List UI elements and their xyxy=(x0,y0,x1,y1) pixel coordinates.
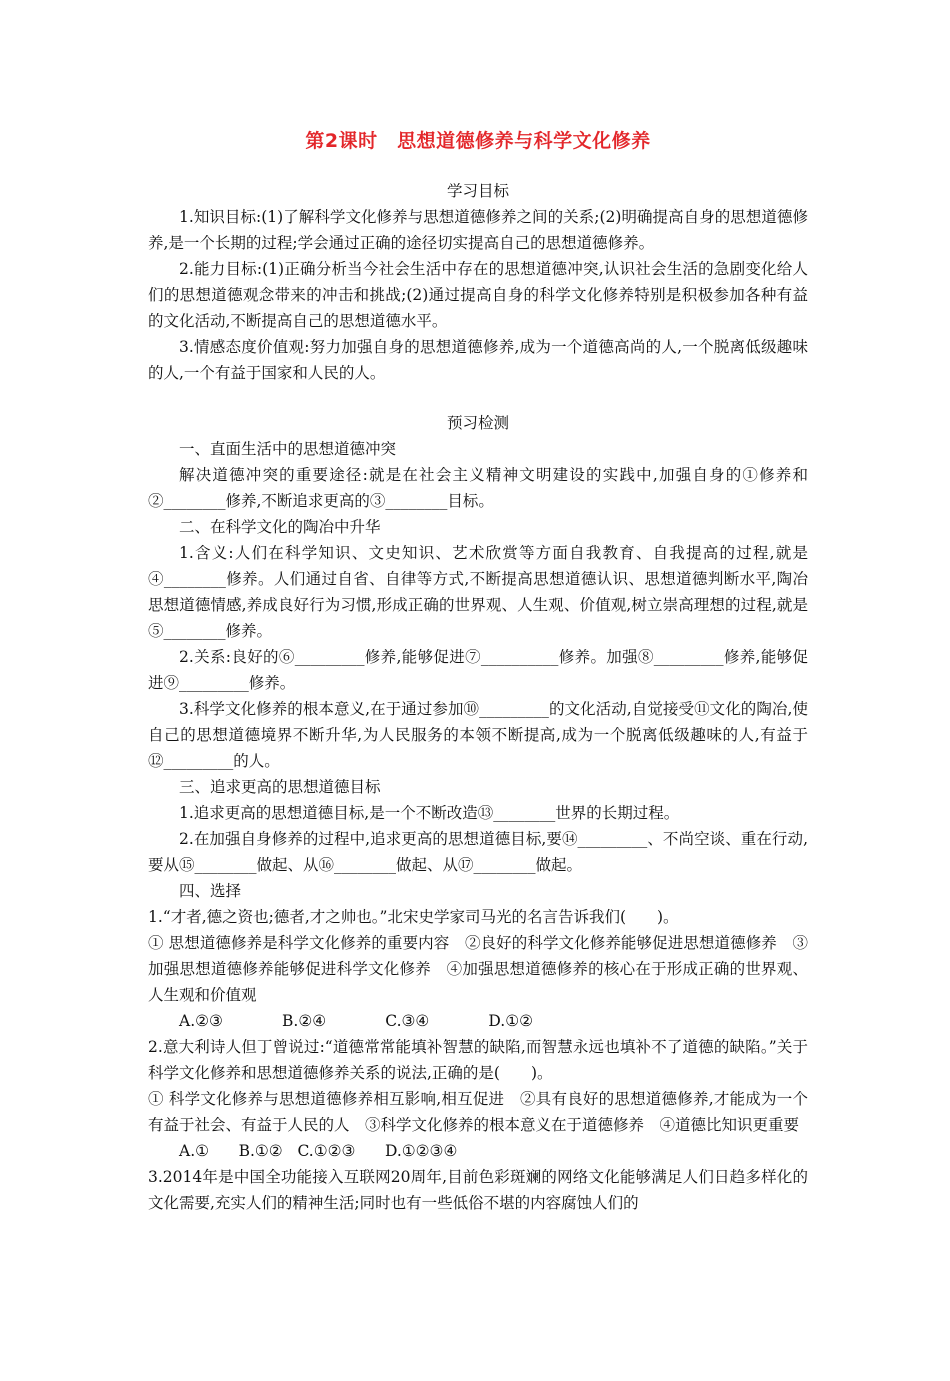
fill-blank-paragraph: 3.科学文化修养的根本意义,在于通过参加⑩_________的文化活动,自觉接受⑪文化的陶冶,使自己的思想道德境界不断升华,为人民服务的本领不断提高,成为一个脱离低级趣味的人,有益于⑫_________的人。 xyxy=(148,700,808,770)
fill-blank-paragraph: 2.在加强自身修养的过程中,追求更高的思想道德目标,要⑭_________、不尚空谈、重在行动,要从⑮________做起、从⑯________做起、从⑰________做起。 xyxy=(148,830,808,874)
question-statements: ① 思想道德修养是科学文化修养的重要内容 ②良好的科学文化修养能够促进思想道德修养 ③加强思想道德修养能够促进科学文化修养 ④加强思想道德修养的核心在于形成正确的世界观、人生观和价值观 xyxy=(148,934,808,1004)
preview-heading: 预习检测 xyxy=(446,414,509,432)
section-title: 三、追求更高的思想道德目标 xyxy=(179,778,381,796)
page-title: 第2课时 思想道德修养与科学文化修养 xyxy=(305,130,651,152)
goal-item: 2.能力目标:(1)正确分析当今社会生活中存在的思想道德冲突,认识社会生活的急剧变化给人们的思想道德观念带来的冲击和挑战;(2)通过提高自身的科学文化修养特别是积极参加各种有益的文化活动,不断提高自己的思想道德水平。 xyxy=(148,260,808,330)
question-statements: ① 科学文化修养与思想道德修养相互影响,相互促进 ②具有良好的思想道德修养,才能成为一个有益于社会、有益于人民的人 ③科学文化修养的根本意义在于道德修养 ④道德比知识更重要 xyxy=(148,1090,808,1134)
goals-heading: 学习目标 xyxy=(446,182,509,200)
section-title: 二、在科学文化的陶冶中升华 xyxy=(179,518,381,536)
fill-blank-paragraph: 2.关系:良好的⑥_________修养,能够促进⑦__________修养。加强⑧_________修养,能够促进⑨_________修养。 xyxy=(148,648,808,692)
goal-item: 3.情感态度价值观:努力加强自身的思想道德修养,成为一个道德高尚的人,一个脱离低级趣味的人,一个有益于国家和人民的人。 xyxy=(148,338,808,382)
question-options: A.②③ B.②④ C.③④ D.①② xyxy=(179,1012,534,1030)
question-options: A.① B.①② C.①②③ D.①②③④ xyxy=(179,1142,458,1160)
question-stem: 3.2014年是中国全功能接入互联网20周年,目前色彩斑斓的网络文化能够满足人们日趋多样化的文化需要,充实人们的精神生活;同时也有一些低俗不堪的内容腐蚀人们的 xyxy=(148,1168,808,1212)
question-stem: 2.意大利诗人但丁曾说过:“道德常常能填补智慧的缺陷,而智慧永远也填补不了道德的缺陷。”关于科学文化修养和思想道德修养关系的说法,正确的是( )。 xyxy=(148,1038,808,1082)
fill-blank-paragraph: 1.含义:人们在科学知识、文史知识、艺术欣赏等方面自我教育、自我提高的过程,就是④________修养。人们通过自省、自律等方式,不断提高思想道德认识、思想道德判断水平,陶冶思想道德情感,养成良好行为习惯,形成正确的世界观、人生观、价值观,树立崇高理想的过程,就是⑤________修养。 xyxy=(148,544,808,640)
section-title: 四、选择 xyxy=(179,882,242,900)
fill-blank-paragraph: 1.追求更高的思想道德目标,是一个不断改造⑬________世界的长期过程。 xyxy=(179,804,680,822)
fill-blank-paragraph: 解决道德冲突的重要途径:就是在社会主义精神文明建设的实践中,加强自身的①修养和②________修养,不断追求更高的③________目标。 xyxy=(148,466,808,510)
document-page xyxy=(148,118,808,1216)
goal-item: 1.知识目标:(1)了解科学文化修养与思想道德修养之间的关系;(2)明确提高自身的思想道德修养,是一个长期的过程;学会通过正确的途径切实提高自己的思想道德修养。 xyxy=(148,208,808,252)
question-stem: 1.“才者,德之资也;德者,才之帅也。”北宋史学家司马光的名言告诉我们( )。 xyxy=(148,908,679,926)
section-title: 一、直面生活中的思想道德冲突 xyxy=(179,440,397,458)
